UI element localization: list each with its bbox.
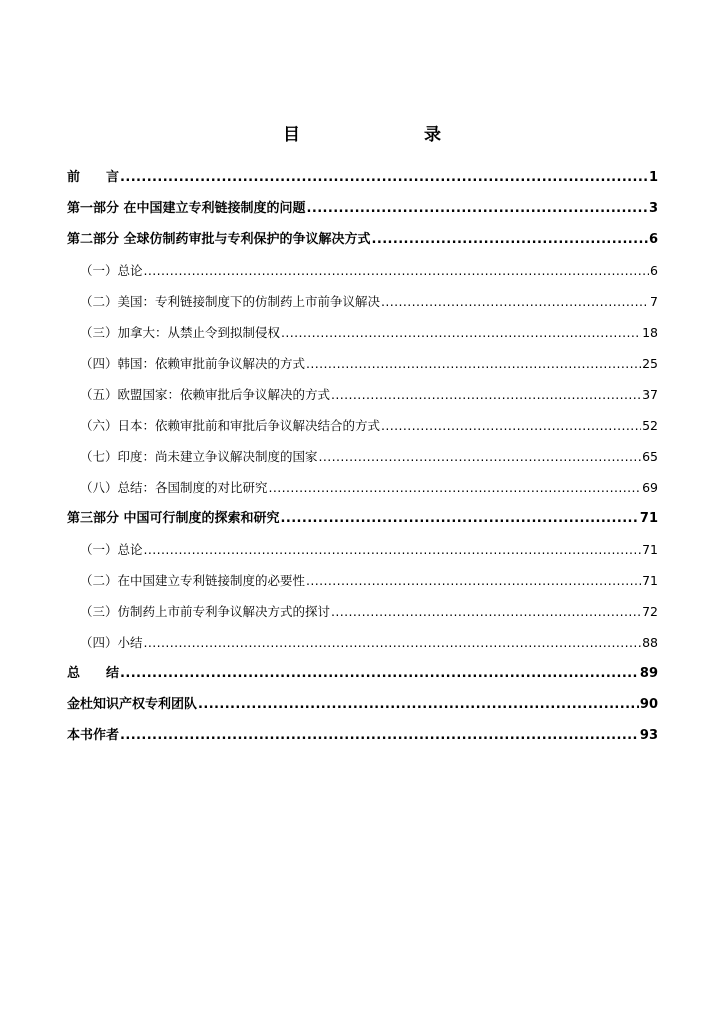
toc-page-number: 93 bbox=[639, 728, 658, 743]
toc-entry[interactable] bbox=[67, 385, 658, 416]
toc-entry[interactable] bbox=[67, 509, 658, 540]
toc-entry-label: （三）加拿大：从禁止令到拟制侵权 bbox=[80, 325, 281, 340]
dot-leader bbox=[306, 571, 641, 591]
toc-page-number: 6 bbox=[648, 232, 658, 247]
toc-page-number: 7 bbox=[650, 294, 658, 309]
dot-leader bbox=[120, 664, 639, 684]
dot-leader bbox=[372, 230, 648, 250]
toc-page-number: 71 bbox=[639, 511, 658, 526]
toc-entry-label: （四）小结 bbox=[80, 635, 143, 650]
toc-entry[interactable] bbox=[67, 416, 658, 447]
dot-leader bbox=[281, 323, 641, 343]
toc-page-number: 90 bbox=[639, 697, 658, 712]
toc-entry[interactable] bbox=[67, 168, 658, 199]
toc-entry-label: 总 结 bbox=[67, 666, 120, 681]
dot-leader bbox=[381, 292, 649, 312]
toc-entry[interactable] bbox=[67, 230, 658, 261]
toc-page-number: 18 bbox=[642, 325, 658, 340]
toc-entry-label: （六）日本：依赖审批前和审批后争议解决结合的方式 bbox=[80, 418, 381, 433]
toc-entry[interactable] bbox=[67, 571, 658, 602]
dot-leader bbox=[198, 695, 639, 715]
toc-entry-label: （七）印度：尚未建立争议解决制度的国家 bbox=[80, 449, 318, 464]
toc-entry[interactable] bbox=[67, 664, 658, 695]
toc-list bbox=[67, 168, 658, 757]
toc-title: 目 录 bbox=[283, 125, 471, 145]
toc-entry-label: 第一部分 在中国建立专利链接制度的问题 bbox=[67, 201, 306, 216]
toc-page-number: 69 bbox=[642, 480, 658, 495]
dot-leader bbox=[381, 416, 641, 436]
toc-page-number: 89 bbox=[639, 666, 658, 681]
dot-leader bbox=[307, 199, 648, 219]
toc-entry-label: （四）韩国：依赖审批前争议解决的方式 bbox=[80, 356, 306, 371]
toc-entry[interactable] bbox=[67, 602, 658, 633]
toc-page-number: 37 bbox=[642, 387, 658, 402]
toc-entry[interactable] bbox=[67, 292, 658, 323]
toc-entry-label: 第三部分 中国可行制度的探索和研究 bbox=[67, 511, 280, 526]
toc-entry[interactable] bbox=[67, 261, 658, 292]
toc-entry-label: （八）总结：各国制度的对比研究 bbox=[80, 480, 268, 495]
dot-leader bbox=[120, 168, 648, 188]
toc-page-number: 71 bbox=[642, 542, 658, 557]
toc-page-number: 3 bbox=[648, 201, 658, 216]
toc-entry-label: 前 言 bbox=[67, 170, 120, 185]
dot-leader bbox=[120, 726, 639, 746]
toc-entry[interactable] bbox=[67, 540, 658, 571]
toc-entry-label: （二）在中国建立专利链接制度的必要性 bbox=[80, 573, 306, 588]
toc-entry-label: （一）总论 bbox=[80, 263, 143, 278]
toc-entry[interactable] bbox=[67, 199, 658, 230]
toc-entry[interactable] bbox=[67, 447, 658, 478]
dot-leader bbox=[331, 602, 641, 622]
toc-entry[interactable] bbox=[67, 633, 658, 664]
dot-leader bbox=[144, 633, 642, 653]
dot-leader bbox=[144, 540, 642, 560]
toc-page-number: 1 bbox=[648, 170, 658, 185]
toc-entry-label: （五）欧盟国家：依赖审批后争议解决的方式 bbox=[80, 387, 331, 402]
toc-page-number: 65 bbox=[642, 449, 658, 464]
toc-entry-label: （二）美国：专利链接制度下的仿制药上市前争议解决 bbox=[80, 294, 381, 309]
toc-page-number: 6 bbox=[650, 263, 658, 278]
toc-entry-label: （一）总论 bbox=[80, 542, 143, 557]
toc-entry-label: （三）仿制药上市前专利争议解决方式的探讨 bbox=[80, 604, 331, 619]
toc-page-number: 25 bbox=[642, 356, 658, 371]
dot-leader bbox=[319, 447, 642, 467]
toc-page-number: 71 bbox=[642, 573, 658, 588]
dot-leader bbox=[306, 354, 641, 374]
toc-page-number: 72 bbox=[642, 604, 658, 619]
toc-entry[interactable] bbox=[67, 354, 658, 385]
toc-entry-label: 金杜知识产权专利团队 bbox=[67, 697, 198, 712]
dot-leader bbox=[269, 478, 642, 498]
dot-leader bbox=[144, 261, 650, 281]
dot-leader bbox=[331, 385, 641, 405]
toc-entry-label: 本书作者 bbox=[67, 728, 120, 743]
toc-entry[interactable] bbox=[67, 478, 658, 509]
toc-entry[interactable] bbox=[67, 323, 658, 354]
toc-entry[interactable] bbox=[67, 695, 658, 726]
toc-page-number: 88 bbox=[642, 635, 658, 650]
dot-leader bbox=[281, 509, 639, 529]
toc-entry-label: 第二部分 全球仿制药审批与专利保护的争议解决方式 bbox=[67, 232, 371, 247]
toc-page-number: 52 bbox=[642, 418, 658, 433]
toc-entry[interactable] bbox=[67, 726, 658, 757]
